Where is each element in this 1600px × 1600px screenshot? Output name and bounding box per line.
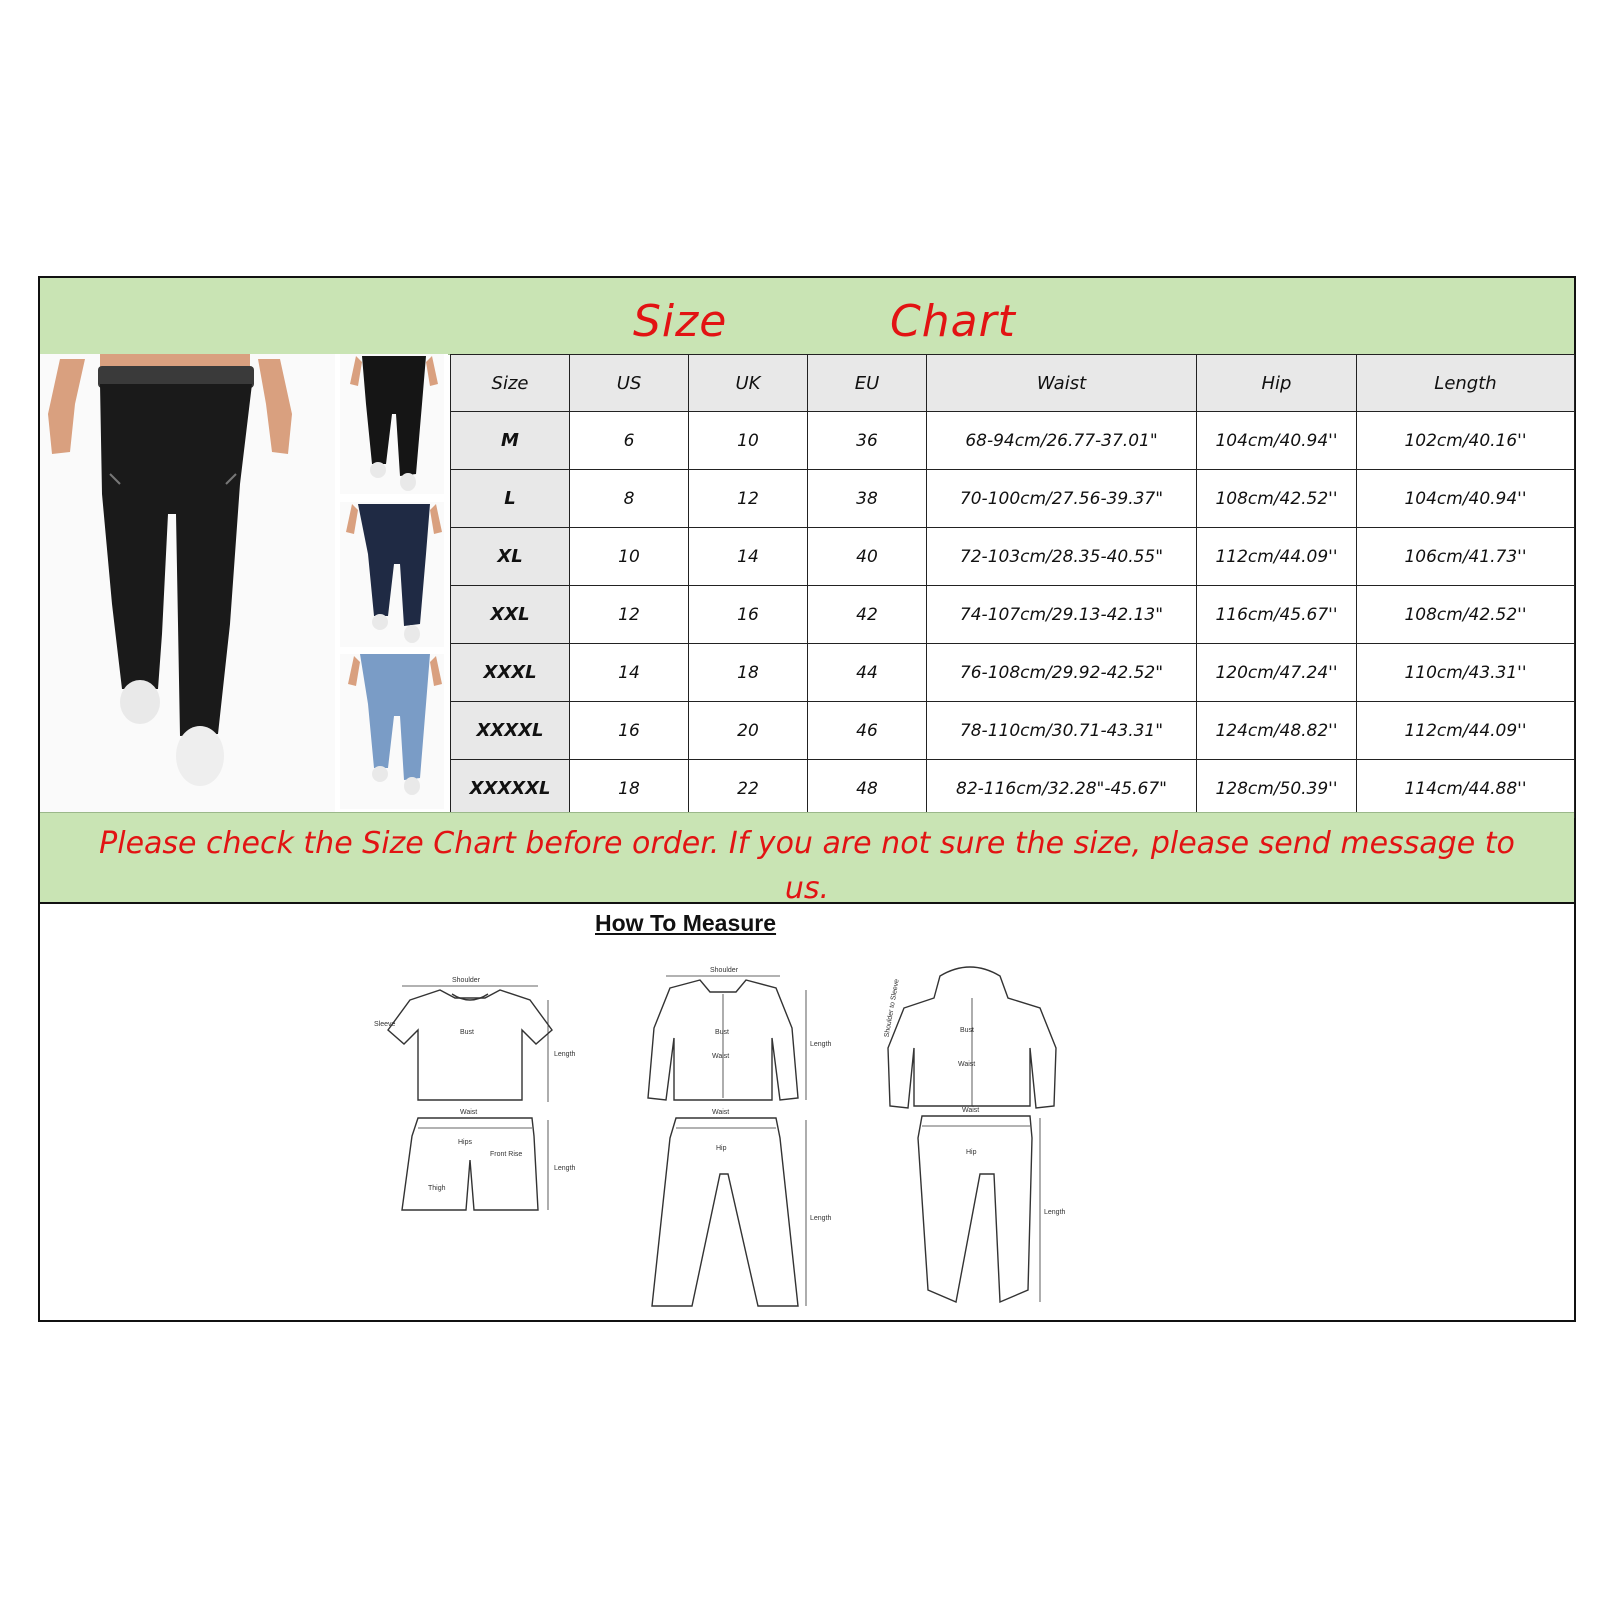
measure-diagrams-svg <box>340 938 1100 1338</box>
jogger-diagram <box>918 1107 1066 1302</box>
label-bust: Bust <box>460 1029 475 1036</box>
title-word-chart: Chart <box>890 296 1016 347</box>
cell-uk: 20 <box>689 702 808 760</box>
header-uk: UK <box>689 355 808 412</box>
cell-hip: 104cm/40.94'' <box>1197 412 1357 470</box>
header-us: US <box>570 355 689 412</box>
label-front-rise: Front Rise <box>490 1151 523 1158</box>
how-to-measure-title: How To Measure <box>595 910 777 936</box>
label-bust-hoodie: Bust <box>960 1027 975 1034</box>
label-hips: Hips <box>458 1139 473 1146</box>
cell-eu: 36 <box>808 412 927 470</box>
hoodie-diagram <box>884 967 1056 1108</box>
label-sleeve: Sleeve <box>374 1021 396 1028</box>
label-thigh: Thigh <box>428 1185 446 1192</box>
size-chart-frame <box>38 276 1576 1322</box>
shorts-diagram <box>402 1109 576 1210</box>
cell-us: 14 <box>570 644 689 702</box>
size-note: Please check the Size Chart before order. If you are not sure the size, please send message to us. <box>99 826 1515 906</box>
cell-eu: 42 <box>808 586 927 644</box>
table-header-row <box>451 355 1575 412</box>
pants-diagram <box>652 1109 832 1306</box>
label-shoulder-shirt: Shoulder <box>710 967 739 974</box>
cell-waist: 76-108cm/29.92-42.52" <box>927 644 1197 702</box>
table-row <box>451 760 1575 818</box>
cell-uk: 22 <box>689 760 808 818</box>
label-length-shorts: Length <box>554 1165 576 1172</box>
cell-length: 106cm/41.73'' <box>1357 528 1575 586</box>
shirt-diagram <box>648 967 832 1100</box>
header-size: Size <box>451 355 570 412</box>
cell-hip: 116cm/45.67'' <box>1197 586 1357 644</box>
cell-eu: 38 <box>808 470 927 528</box>
label-bust-shirt: Bust <box>715 1029 730 1036</box>
label-waist-pants: Waist <box>712 1109 730 1116</box>
cell-us: 6 <box>570 412 689 470</box>
cell-us: 8 <box>570 470 689 528</box>
cell-hip: 112cm/44.09'' <box>1197 528 1357 586</box>
label-hip-jogger: Hip <box>966 1149 977 1156</box>
cell-us: 10 <box>570 528 689 586</box>
cell-length: 112cm/44.09'' <box>1357 702 1575 760</box>
cell-size: XXL <box>451 586 570 644</box>
label-shoulder-sleeve: Shoulder to Sleeve <box>883 978 901 1038</box>
cell-eu: 40 <box>808 528 927 586</box>
product-photos <box>40 354 448 812</box>
black-jeans-model <box>40 354 335 812</box>
cell-size: L <box>451 470 570 528</box>
cell-uk: 16 <box>689 586 808 644</box>
cell-length: 114cm/44.88'' <box>1357 760 1575 818</box>
cell-waist: 70-100cm/27.56-39.37" <box>927 470 1197 528</box>
label-waist-shorts: Waist <box>460 1109 478 1116</box>
cell-length: 108cm/42.52'' <box>1357 586 1575 644</box>
cell-length: 110cm/43.31'' <box>1357 644 1575 702</box>
label-shoulder: Shoulder <box>452 977 481 984</box>
header-waist: Waist <box>927 355 1197 412</box>
table-row <box>451 412 1575 470</box>
navy-jeans-small <box>340 502 444 647</box>
cell-us: 18 <box>570 760 689 818</box>
table-row <box>451 702 1575 760</box>
cell-uk: 18 <box>689 644 808 702</box>
title-band <box>40 278 1574 355</box>
table-row <box>451 528 1575 586</box>
cell-size: XXXL <box>451 644 570 702</box>
cell-hip: 124cm/48.82'' <box>1197 702 1357 760</box>
label-length-jogger: Length <box>1044 1209 1066 1216</box>
cell-size: XXXXL <box>451 702 570 760</box>
cell-uk: 10 <box>689 412 808 470</box>
header-hip: Hip <box>1197 355 1357 412</box>
label-length: Length <box>554 1051 576 1058</box>
cell-length: 104cm/40.94'' <box>1357 470 1575 528</box>
cell-size: M <box>451 412 570 470</box>
title-word-size: Size <box>633 296 728 347</box>
measure-diagrams <box>340 938 1100 1338</box>
size-table <box>450 354 1575 818</box>
cell-uk: 14 <box>689 528 808 586</box>
header-eu: EU <box>808 355 927 412</box>
light-blue-jeans-small <box>340 654 444 809</box>
cell-length: 102cm/40.16'' <box>1357 412 1575 470</box>
table-row <box>451 644 1575 702</box>
header-length: Length <box>1357 355 1575 412</box>
label-waist-hoodie: Waist <box>958 1061 976 1068</box>
cell-waist: 74-107cm/29.13-42.13" <box>927 586 1197 644</box>
cell-size: XXXXXL <box>451 760 570 818</box>
cell-hip: 120cm/47.24'' <box>1197 644 1357 702</box>
cell-eu: 46 <box>808 702 927 760</box>
label-length-pants: Length <box>810 1215 832 1222</box>
cell-hip: 108cm/42.52'' <box>1197 470 1357 528</box>
cell-eu: 44 <box>808 644 927 702</box>
size-table-wrap <box>450 354 1574 812</box>
cell-eu: 48 <box>808 760 927 818</box>
cell-size: XL <box>451 528 570 586</box>
cell-uk: 12 <box>689 470 808 528</box>
cell-waist: 78-110cm/30.71-43.31" <box>927 702 1197 760</box>
note-band <box>40 812 1574 904</box>
table-row <box>451 470 1575 528</box>
cell-us: 12 <box>570 586 689 644</box>
cell-waist: 68-94cm/26.77-37.01" <box>927 412 1197 470</box>
cell-us: 16 <box>570 702 689 760</box>
black-jeans-small <box>340 354 444 494</box>
table-row <box>451 586 1575 644</box>
product-photos-svg <box>40 354 448 812</box>
cell-waist: 82-116cm/32.28"-45.67" <box>927 760 1197 818</box>
tshirt-diagram <box>374 977 576 1102</box>
label-waist-shirt: Waist <box>712 1053 730 1060</box>
label-length-shirt: Length <box>810 1041 832 1048</box>
cell-hip: 128cm/50.39'' <box>1197 760 1357 818</box>
cell-waist: 72-103cm/28.35-40.55" <box>927 528 1197 586</box>
label-waist-jogger: Waist <box>962 1107 980 1114</box>
label-hip-pants: Hip <box>716 1145 727 1152</box>
